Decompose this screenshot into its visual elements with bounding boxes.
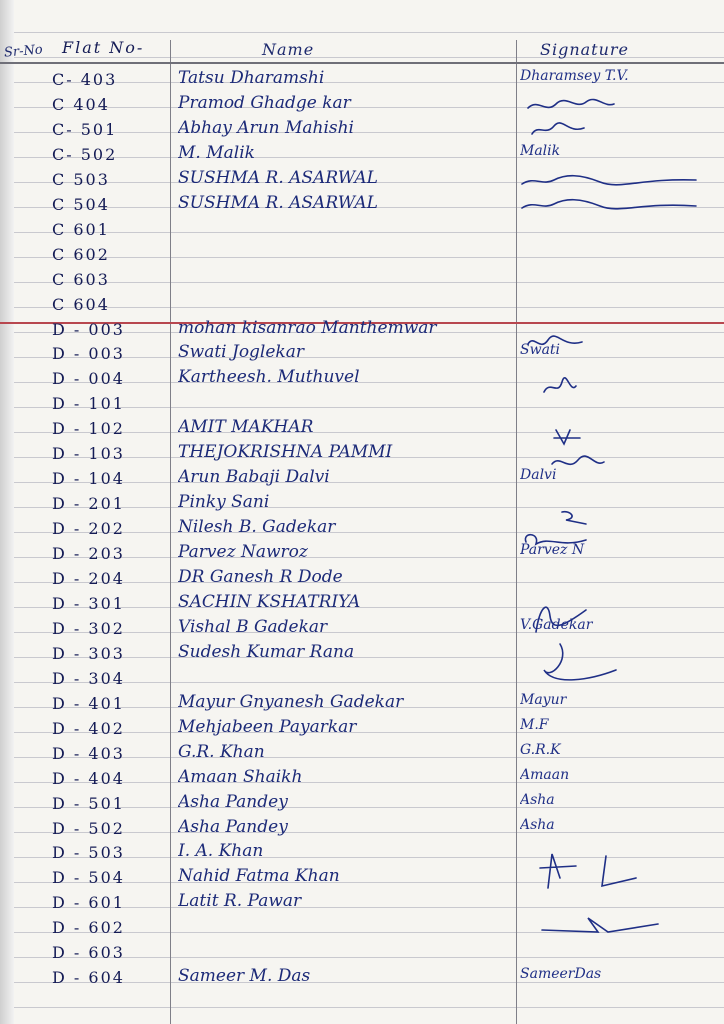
flat-number: D - 304: [52, 668, 125, 688]
signature-scribble: [538, 910, 668, 940]
table-row: [0, 544, 724, 568]
flat-number: D - 503: [52, 843, 125, 863]
flat-number: D - 403: [52, 743, 125, 763]
header-rule: [0, 62, 724, 64]
resident-name: mohan kisanrao Manthemwar: [178, 317, 437, 338]
resident-name: SUSHMA R. ASARWAL: [178, 167, 378, 188]
resident-name: G.R. Khan: [178, 741, 265, 762]
signature-scribble: [528, 120, 588, 140]
resident-name: M. Malik: [178, 142, 255, 163]
signature-scribble: [530, 596, 590, 636]
table-row: [0, 70, 724, 94]
table-row: [0, 791, 724, 818]
table-row: [0, 444, 724, 468]
resident-name: Asha Pandey: [178, 791, 288, 812]
table-row: [0, 569, 724, 593]
resident-name: Arun Babaji Dalvi: [178, 467, 330, 488]
resident-name: Tatsu Dharamshi: [178, 68, 325, 88]
flat-number: D - 101: [52, 394, 125, 414]
table-row: [0, 816, 724, 843]
resident-name: Sudesh Kumar Rana: [178, 641, 355, 662]
signature: Swati: [520, 342, 561, 359]
header-name: Name: [262, 40, 315, 59]
table-row: [0, 591, 724, 618]
flat-number: D - 401: [52, 693, 125, 713]
table-row: [0, 295, 724, 319]
table-row: [0, 245, 724, 269]
table-row: [0, 691, 724, 718]
signature-scribble: [548, 452, 608, 474]
flat-number: D - 204: [52, 569, 125, 588]
table-row: [0, 220, 724, 244]
flat-number: D - 003: [52, 319, 125, 339]
signature-scribble: [520, 194, 700, 216]
resident-name: Latit R. Pawar: [178, 891, 302, 912]
table-row: [0, 716, 724, 743]
resident-name: Swati Joglekar: [178, 342, 304, 363]
table-row: [0, 394, 724, 418]
flat-number: D - 604: [52, 968, 125, 988]
table-row: [0, 519, 724, 543]
resident-name: Abhay Arun Mahishi: [178, 117, 354, 138]
flat-number: C 504: [52, 194, 110, 214]
flat-number: D - 201: [52, 494, 125, 514]
resident-name: SUSHMA R. ASARWAL: [178, 192, 378, 213]
header-signature: Signature: [540, 40, 630, 59]
signature-scribble: [526, 332, 586, 354]
flat-number: C- 403: [52, 70, 118, 89]
signature: Asha: [520, 816, 555, 833]
signature-scribble: [520, 170, 700, 192]
flat-number: D - 004: [52, 369, 125, 389]
table-row: [0, 344, 724, 368]
table-row: [0, 494, 724, 518]
flat-number: D - 202: [52, 519, 125, 539]
signature-scribble: [550, 426, 586, 448]
resident-name: Nilesh B. Gadekar: [178, 517, 336, 538]
table-row: [0, 317, 724, 344]
resident-name: Kartheesh. Muthuvel: [178, 367, 360, 388]
table-row: [0, 741, 724, 768]
resident-name: Asha Pandey: [178, 816, 288, 837]
flat-number: D - 404: [52, 768, 125, 788]
signature: Amaan: [520, 766, 570, 783]
flat-number: D - 602: [52, 918, 125, 938]
flat-number: D - 302: [52, 618, 125, 638]
flat-number: D - 301: [52, 593, 125, 613]
resident-name: Vishal B Gadekar: [178, 616, 328, 637]
signature: Asha: [520, 791, 555, 808]
flat-number: D - 103: [52, 444, 125, 464]
signature: G.R.K: [520, 741, 561, 758]
signature: Mayur: [520, 691, 567, 708]
resident-name: Pinky Sani: [178, 492, 270, 513]
resident-name: Mayur Gnyanesh Gadekar: [178, 691, 404, 712]
signature: Parvez N: [520, 542, 585, 559]
signature-scribble: [520, 530, 590, 554]
flat-number: C 503: [52, 169, 110, 189]
signature: Malik: [520, 142, 561, 159]
signature: SameerDas: [520, 966, 602, 983]
signature: Dharamsey T.V.: [520, 68, 629, 84]
flat-number: C- 502: [52, 144, 118, 164]
table-row: [0, 943, 724, 967]
signature: Dalvi: [520, 467, 557, 484]
signature: M.F: [520, 716, 549, 733]
flat-number: D - 303: [52, 643, 125, 663]
signature-scribble: [540, 376, 580, 400]
resident-name: Pramod Ghadge kar: [178, 92, 351, 113]
flat-number: D - 104: [52, 469, 125, 489]
table-row: [0, 419, 724, 443]
table-row: [0, 369, 724, 393]
header-flat-no: Flat No-: [62, 38, 145, 57]
flat-number: C 601: [52, 219, 110, 239]
flat-number: D - 203: [52, 544, 125, 564]
signature-scribble: [540, 640, 620, 690]
resident-name: AMIT MAKHAR: [178, 417, 314, 438]
signature: V.Gadekar: [520, 616, 593, 633]
table-row: [0, 117, 724, 144]
resident-name: Mehjabeen Payarkar: [178, 716, 357, 737]
flat-number: C 602: [52, 244, 110, 264]
table-row: [0, 270, 724, 294]
resident-name: DR Ganesh R Dode: [178, 567, 343, 587]
resident-name: SACHIN KSHATRIYA: [178, 591, 361, 612]
table-row: [0, 142, 724, 169]
resident-name: Sameer M. Das: [178, 966, 311, 987]
resident-name: THEJOKRISHNA PAMMI: [178, 442, 393, 463]
table-row: [0, 469, 724, 493]
table-row: [0, 968, 724, 992]
flat-number: D - 603: [52, 943, 125, 963]
resident-name: Parvez Nawroz: [178, 542, 308, 563]
signature-scribble: [526, 96, 616, 116]
flat-number: C 604: [52, 294, 110, 314]
flat-number: D - 102: [52, 419, 125, 439]
resident-name: Nahid Fatma Khan: [178, 866, 340, 887]
flat-number: D - 504: [52, 868, 125, 888]
flat-number: C 404: [52, 94, 110, 114]
signature-scribble: [536, 848, 666, 892]
resident-name: I. A. Khan: [178, 841, 264, 862]
flat-number: C 603: [52, 269, 110, 289]
flat-number: D - 402: [52, 718, 125, 738]
table-row: [0, 766, 724, 793]
flat-number: C- 501: [52, 119, 118, 139]
signature-scribble: [556, 508, 596, 530]
flat-number: D - 003: [52, 344, 125, 364]
resident-name: Amaan Shaikh: [178, 766, 303, 787]
flat-number: D - 501: [52, 793, 125, 813]
flat-number: D - 502: [52, 818, 125, 838]
flat-number: D - 601: [52, 893, 125, 913]
header-sr-no: Sr-No: [3, 42, 44, 61]
